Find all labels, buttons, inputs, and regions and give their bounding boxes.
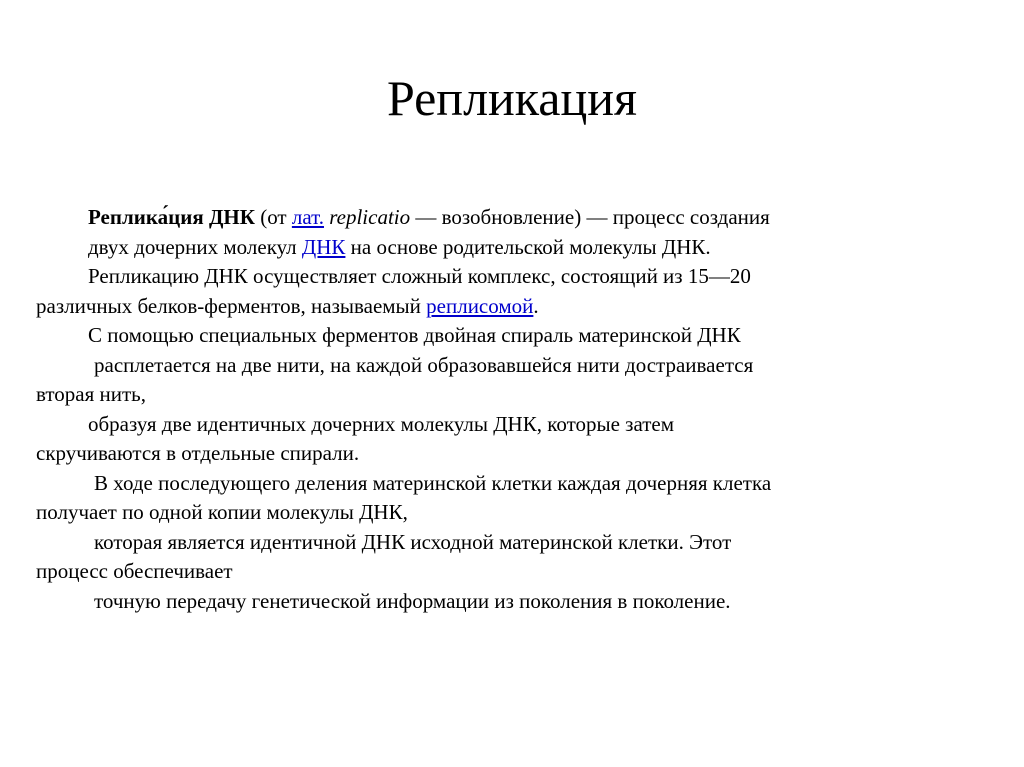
- text-definition: — возобновление) — процесс создания: [410, 205, 770, 229]
- body-line-13: процесс обеспечивает: [36, 559, 233, 583]
- link-replisome[interactable]: реплисомой: [426, 293, 534, 318]
- body-line-9: скручиваются в отдельные спирали.: [36, 441, 360, 465]
- text-before-replisome-link: различных белков-ферментов, называемый: [36, 293, 427, 318]
- body-line-2: [36, 233, 936, 263]
- body-line-11: получает по одной копии молекулы ДНК,: [36, 500, 408, 524]
- body-line-6: расплетается на две нити, на каждой образовавшейся нити достраивается: [94, 352, 754, 377]
- slide-body: [36, 203, 936, 616]
- link-latin[interactable]: лат.: [291, 205, 324, 229]
- body-line-1: [36, 203, 936, 233]
- body-line-8: образуя две идентичных дочерних молекулы ДНК, которые затем: [88, 411, 675, 436]
- body-line-4: [36, 292, 936, 322]
- body-line-14: точную передачу генетической информации из поколения в поколение.: [94, 588, 731, 613]
- body-line-5: С помощью специальных ферментов двойная спираль материнской ДНК: [88, 323, 741, 347]
- text-after-replisome-link: .: [533, 293, 539, 318]
- text-before-dna-link: двух дочерних молекул: [88, 234, 302, 259]
- slide-title: Репликация: [386, 70, 638, 126]
- body-line-7: вторая нить,: [36, 382, 147, 406]
- term-dna-replication: Реплика́ция ДНК: [88, 205, 255, 229]
- text-after-dna-link: на основе родительской молекулы ДНК.: [345, 234, 711, 259]
- text-paren-open: (от: [254, 205, 292, 229]
- body-line-10: В ходе последующего деления материнской клетки каждая дочерняя клетка: [94, 470, 772, 495]
- latin-word: replicatio: [329, 205, 411, 229]
- body-line-3: Репликацию ДНК осуществляет сложный комплекс, состоящий из 15—20: [88, 264, 751, 288]
- link-dna[interactable]: ДНК: [301, 234, 346, 259]
- body-line-12: которая является идентичной ДНК исходной материнской клетки. Этот: [94, 529, 732, 554]
